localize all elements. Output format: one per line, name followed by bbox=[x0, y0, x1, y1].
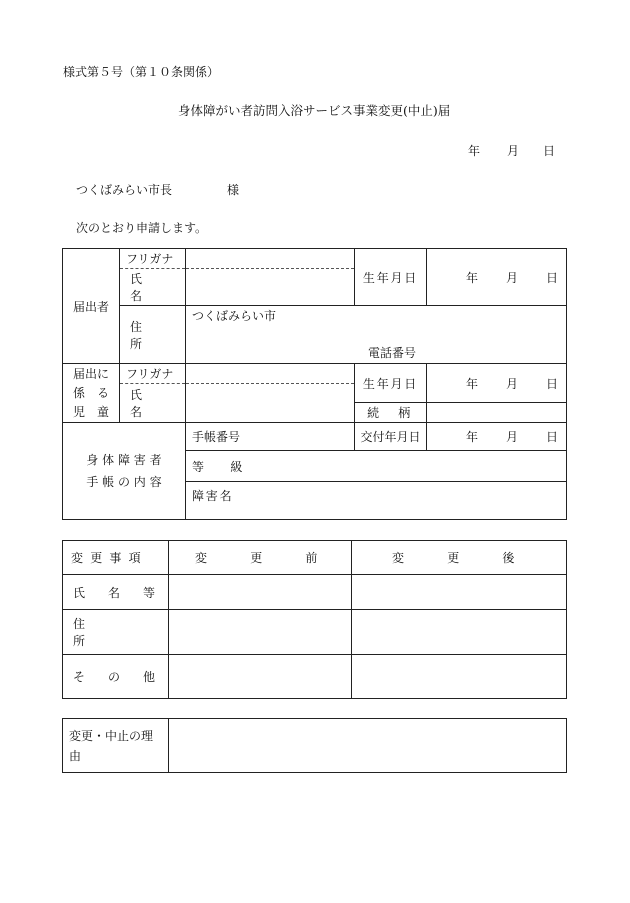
changes-row-before[interactable] bbox=[169, 610, 352, 655]
address-city: つくばみらい市 bbox=[192, 309, 277, 323]
handbook-disability-field[interactable] bbox=[186, 482, 567, 520]
addressee: つくばみらい市長 bbox=[76, 183, 173, 197]
changes-row-label: 氏 名 等 bbox=[63, 575, 169, 610]
handbook-issued-label: 交付年月日 bbox=[355, 423, 427, 451]
child-birth-year: 年 bbox=[465, 376, 478, 391]
form-number: 様式第５号（第１０条関係） bbox=[63, 65, 220, 79]
changes-after-header: 変 更 後 bbox=[352, 541, 567, 575]
child-name-label: 氏 名 bbox=[120, 384, 186, 423]
birth-day-label: 日 bbox=[545, 270, 558, 285]
birth-year-label: 年 bbox=[465, 270, 478, 285]
changes-table bbox=[62, 540, 567, 699]
intro-text: 次のとおり申請します。 bbox=[76, 221, 208, 235]
child-birth-label: 生年月日 bbox=[355, 364, 427, 403]
child-relation-field[interactable] bbox=[427, 403, 567, 423]
child-name-field[interactable] bbox=[186, 384, 355, 423]
changes-row-before[interactable] bbox=[169, 655, 352, 699]
handbook-number-label: 手帳番号 bbox=[186, 423, 355, 451]
changes-row-after[interactable] bbox=[352, 610, 567, 655]
applicant-birth-label: 生年月日 bbox=[355, 249, 427, 306]
date-year-label: 年 bbox=[468, 144, 481, 158]
phone-label: 電話番号 bbox=[368, 346, 417, 360]
applicant-address-field[interactable] bbox=[186, 306, 567, 364]
handbook-grade-field[interactable] bbox=[186, 451, 567, 482]
handbook-label-line1: 身 体 障 害 者 bbox=[86, 453, 162, 467]
page-title: 身体障がい者訪問入浴サービス事業変更(中止)届 bbox=[178, 103, 451, 118]
reason-label-line1: 変更・中止の理 bbox=[69, 728, 154, 743]
handbook-label bbox=[63, 423, 186, 520]
child-label-line2: 係 る bbox=[72, 385, 109, 400]
issued-year: 年 bbox=[465, 430, 478, 444]
changes-row-after[interactable] bbox=[352, 655, 567, 699]
changes-row-label: そ の 他 bbox=[63, 655, 169, 699]
applicant-table bbox=[62, 248, 567, 520]
date-month-label: 月 bbox=[507, 144, 520, 158]
handbook-grade-label: 等 級 bbox=[192, 459, 250, 474]
applicant-furigana-field[interactable] bbox=[186, 249, 355, 269]
applicant-name-field[interactable] bbox=[186, 269, 355, 306]
child-label-line3: 児 童 bbox=[72, 404, 109, 419]
applicant-name-label: 氏 名 bbox=[120, 269, 186, 306]
handbook-disability-label: 障害名 bbox=[192, 489, 234, 503]
child-relation-label: 続 柄 bbox=[355, 403, 427, 423]
changes-before-header: 変 更 前 bbox=[169, 541, 352, 575]
applicant-furigana-label: フリガナ bbox=[120, 249, 186, 269]
child-furigana-label: フリガナ bbox=[120, 364, 186, 384]
applicant-birth-field[interactable] bbox=[427, 249, 567, 306]
changes-row-before[interactable] bbox=[169, 575, 352, 610]
changes-row-after[interactable] bbox=[352, 575, 567, 610]
issued-month: 月 bbox=[505, 430, 518, 444]
reason-label-line2: 由 bbox=[69, 748, 82, 763]
applicant-address-label: 住 所 bbox=[120, 306, 186, 364]
child-furigana-field[interactable] bbox=[186, 364, 355, 384]
reason-field[interactable] bbox=[169, 719, 567, 773]
child-birth-month: 月 bbox=[505, 376, 518, 391]
child-label bbox=[63, 364, 120, 423]
date-day-label: 日 bbox=[543, 144, 556, 158]
child-birth-field[interactable] bbox=[427, 364, 567, 403]
handbook-issued-field[interactable] bbox=[427, 423, 567, 451]
applicant-label: 届出者 bbox=[63, 249, 120, 364]
changes-row-label: 住 所 bbox=[63, 610, 169, 655]
child-birth-day: 日 bbox=[545, 376, 558, 391]
reason-table bbox=[62, 718, 567, 773]
honorific: 様 bbox=[227, 183, 240, 197]
reason-label bbox=[63, 719, 169, 773]
issued-day: 日 bbox=[545, 430, 558, 444]
child-label-line1: 届出に bbox=[72, 366, 109, 381]
changes-item-header: 変更事項 bbox=[63, 541, 169, 575]
handbook-label-line2: 手 帳 の 内 容 bbox=[86, 475, 162, 489]
birth-month-label: 月 bbox=[505, 270, 518, 285]
